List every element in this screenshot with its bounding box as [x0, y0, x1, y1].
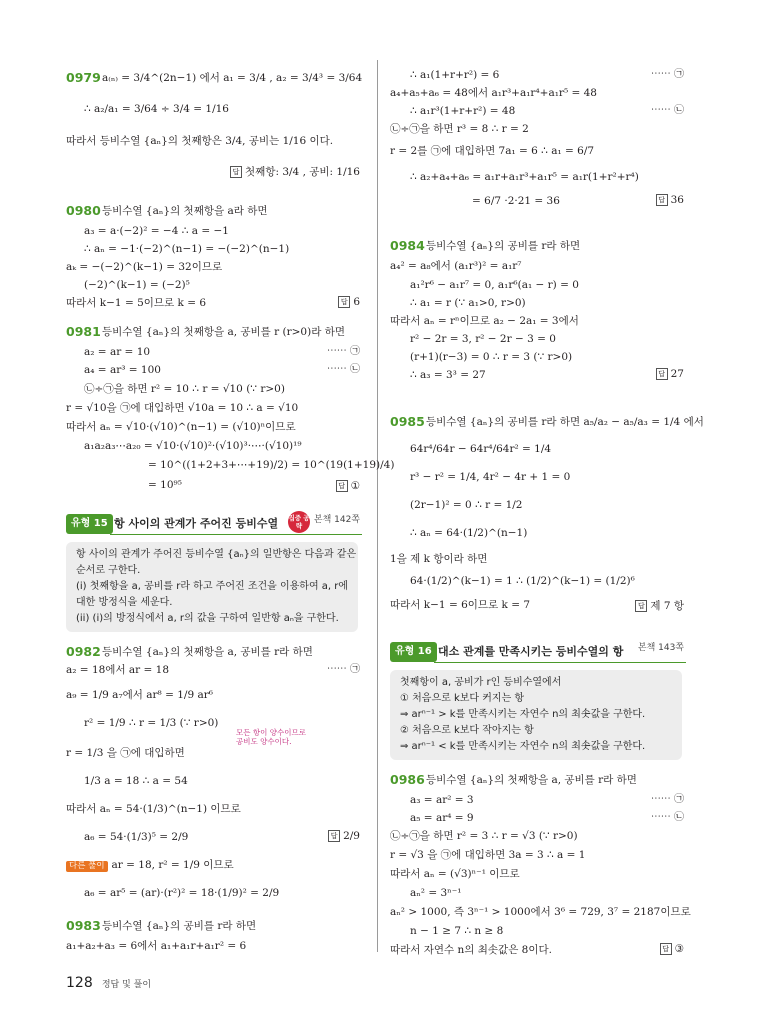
- summary-line: 대한 방정식을 세운다.: [76, 597, 173, 608]
- solution-line: ㉡÷㉠을 하면 r² = 10 ∴ r = √10 (∵ r>0): [84, 383, 285, 395]
- equation-mark: ⋯⋯ ㉡: [326, 364, 360, 375]
- solution-line: a₍ₙ₎ = 3/4^(2n−1) 에서 a₁ = 3/4 , a₂ = 3/4³ = 3/64: [102, 72, 363, 84]
- solution-line: a₄² = a₈에서 (a₁r³)² = a₁r⁷: [390, 260, 522, 272]
- summary-line: 첫째항이 a, 공비가 r인 등비수열에서: [400, 677, 562, 688]
- solution-line: a₆ = ar⁵ = (ar)·(r²)² = 18·(1/9)² = 2/9: [84, 887, 280, 899]
- solution-line: 64r⁴/64r − 64r⁴/64r² = 1/4: [410, 443, 552, 455]
- summary-line: ① 처음으로 k보다 커지는 항: [400, 693, 525, 704]
- problem-number-0985: 0985: [390, 414, 425, 429]
- solution-line: r³ − r² = 1/4, 4r² − 4r + 1 = 0: [410, 471, 571, 483]
- problem-number-0982: 0982: [66, 644, 101, 659]
- solution-line: a₁+a₂+a₃ = 6에서 a₁+a₁r+a₁r² = 6: [66, 940, 247, 952]
- answer: 답 36: [656, 194, 684, 206]
- alternative-solution: 다른 풀이 ar = 18, r² = 1/9 이므로: [66, 860, 234, 872]
- summary-line: ⇒ arⁿ⁻¹ > k를 만족시키는 자연수 n의 최솟값을 구한다.: [400, 709, 646, 720]
- page-number: 128: [66, 975, 93, 991]
- solution-line: 등비수열 {aₙ}의 첫째항을 a, 공비를 r (r>0)라 하면: [102, 326, 345, 338]
- solution-line: 따라서 aₙ = rⁿ이므로 a₂ − 2a₁ = 3에서: [390, 315, 579, 327]
- solution-line: a₃ = ar² = 3: [410, 794, 474, 806]
- problem-number-0979: 0979: [66, 70, 101, 85]
- type-15-summary-box: [66, 542, 358, 632]
- problem-number-0986: 0986: [390, 772, 425, 787]
- solution-line: ∴ a₁(1+r+r²) = 6: [410, 69, 500, 81]
- solution-line: r = 1/3 을 ㉠에 대입하면: [66, 747, 185, 759]
- type-16-header: [390, 642, 686, 662]
- type-title: 대소 관계를 만족시키는 등비수열의 항: [438, 645, 624, 658]
- solution-line: a₂ = ar = 10: [84, 346, 151, 358]
- answer: 답 첫째항: 3/4 , 공비: 1/16: [230, 166, 360, 178]
- solution-line: 등비수열 {aₙ}의 공비를 r라 하면: [102, 920, 257, 932]
- solution-line: r = √3 을 ㉠에 대입하면 3a = 3 ∴ a = 1: [390, 849, 586, 861]
- solution-line: (r+1)(r−3) = 0 ∴ r = 3 (∵ r>0): [410, 351, 573, 363]
- solution-line: (−2)^(k−1) = (−2)⁵: [84, 279, 190, 291]
- answer-box-icon: 답: [328, 830, 340, 842]
- solution-line: ∴ a₁ = r (∵ a₁>0, r>0): [410, 297, 526, 309]
- solution-line: 등비수열 {aₙ}의 첫째항을 a라 하면: [102, 205, 268, 217]
- column-divider: [377, 60, 378, 952]
- problem-number-0983: 0983: [66, 918, 101, 933]
- answer: 답 ①: [336, 480, 360, 492]
- problem-number-0980: 0980: [66, 203, 101, 218]
- problem-number-0981: 0981: [66, 324, 101, 339]
- solution-line: a₄ = ar³ = 100: [84, 364, 161, 376]
- answer: 답 ③: [660, 943, 684, 955]
- answer-box-icon: 답: [338, 296, 350, 308]
- solution-line: ∴ a₂/a₁ = 3/64 ÷ 3/4 = 1/16: [84, 103, 229, 115]
- solution-line: ㉡÷㉠을 하면 r³ = 8 ∴ r = 2: [390, 123, 529, 135]
- solution-line: r = 2를 ㉠에 대입하면 7a₁ = 6 ∴ a₁ = 6/7: [390, 145, 595, 157]
- solution-line: aₙ² = 3ⁿ⁻¹: [410, 887, 462, 899]
- solution-line: n − 1 ≥ 7 ∴ n ≥ 8: [410, 925, 504, 937]
- summary-line: (i) 첫째항을 a, 공비를 r라 하고 주어진 조건을 이용하여 a, r에: [76, 581, 349, 592]
- other-solution-badge: 다른 풀이: [66, 861, 108, 872]
- solution-line: aₙ² > 1000, 즉 3ⁿ⁻¹ > 1000에서 3⁶ = 729, 3⁷ = 2187이므로: [390, 906, 691, 918]
- reference-page: 본책 142쪽: [313, 515, 360, 525]
- solution-line: 따라서 자연수 n의 최솟값은 8이다.: [390, 944, 552, 956]
- page-footer: [66, 972, 151, 991]
- equation-mark: ⋯⋯ ㉡: [650, 105, 684, 116]
- answer: 답 27: [656, 368, 684, 380]
- solution-line: aₖ = −(−2)^(k−1) = 32이므로: [66, 261, 223, 273]
- focus-badge: 집중 공략: [288, 511, 310, 533]
- solution-line: a₁²r⁶ − a₁r⁷ = 0, a₁r⁶(a₁ − r) = 0: [410, 279, 579, 291]
- summary-line: ② 처음으로 k보다 작아지는 항: [400, 725, 534, 736]
- solution-line: a₅ = ar⁴ = 9: [410, 812, 474, 824]
- solution-line: 따라서 k−1 = 5이므로 k = 6: [66, 297, 207, 309]
- solution-line: a₆ = 54·(1/3)⁵ = 2/9: [84, 831, 189, 843]
- solution-line: r = √10을 ㉠에 대입하면 √10a = 10 ∴ a = √10: [66, 402, 299, 414]
- solution-line: 등비수열 {aₙ}의 첫째항을 a, 공비를 r라 하면: [426, 774, 637, 786]
- answer: 답 6: [338, 296, 360, 308]
- solution-line: 등비수열 {aₙ}의 공비를 r라 하면: [426, 240, 581, 252]
- solution-line: (2r−1)² = 0 ∴ r = 1/2: [410, 499, 523, 511]
- answer-box-icon: 답: [230, 166, 242, 178]
- type-badge: 유형 15: [66, 514, 113, 534]
- solution-line: a₉ = 1/9 a₇에서 ar⁸ = 1/9 ar⁶: [66, 689, 213, 701]
- solution-line: a₄+a₅+a₆ = 48에서 a₁r³+a₁r⁴+a₁r⁵ = 48: [390, 87, 597, 99]
- solution-line: ∴ a₃ = 3³ = 27: [410, 369, 486, 381]
- answer: 답 제 7 항: [635, 600, 684, 612]
- type-15-header: [66, 514, 362, 534]
- equation-mark: ⋯⋯ ㉡: [650, 812, 684, 823]
- answer-box-icon: 답: [656, 368, 668, 380]
- summary-line: 항 사이의 관계가 주어진 등비수열 {aₙ}의 일반항은 다음과 같은: [76, 549, 357, 560]
- solution-line: ∴ aₙ = 64·(1/2)^(n−1): [410, 527, 528, 539]
- solution-line: 1/3 a = 18 ∴ a = 54: [84, 775, 188, 787]
- footer-label: 정답 및 풀이: [101, 980, 152, 990]
- type-title: 항 사이의 관계가 주어진 등비수열: [114, 517, 279, 530]
- reference-page: 본책 143쪽: [637, 643, 684, 653]
- equation-mark: ⋯⋯ ㉠: [650, 69, 684, 80]
- solution-line: a₃ = a·(−2)² = −4 ∴ a = −1: [84, 225, 229, 237]
- answer-box-icon: 답: [660, 943, 672, 955]
- solution-line: 64·(1/2)^(k−1) = 1 ∴ (1/2)^(k−1) = (1/2)⁶: [410, 575, 635, 587]
- solution-line: ∴ aₙ = −1·(−2)^(n−1) = −(−2)^(n−1): [84, 243, 290, 255]
- equation-mark: ⋯⋯ ㉠: [326, 346, 360, 357]
- solution-line: = 6/7 ·2·21 = 36: [472, 195, 560, 207]
- type-16-summary-box: [390, 670, 682, 760]
- solution-line: ∴ a₁r³(1+r+r²) = 48: [410, 105, 516, 117]
- answer-box-icon: 답: [635, 600, 647, 612]
- solution-line: 등비수열 {aₙ}의 공비를 r라 하면 a₅/a₂ − a₅/a₃ = 1/4 에서: [426, 416, 704, 428]
- solution-line: = 10⁹⁵: [148, 479, 182, 491]
- solution-line: 등비수열 {aₙ}의 첫째항을 a, 공비를 r라 하면: [102, 646, 313, 658]
- solution-line: 1을 제 k 항이라 하면: [390, 553, 488, 565]
- solution-line: 따라서 등비수열 {aₙ}의 첫째항은 3/4, 공비는 1/16 이다.: [66, 135, 334, 147]
- solution-line: r² − 2r = 3, r² − 2r − 3 = 0: [410, 333, 556, 345]
- solution-line: = 10^((1+2+3+⋯+19)/2) = 10^(19(1+19)/4): [148, 459, 395, 471]
- problem-number-0984: 0984: [390, 238, 425, 253]
- annotation-note: 모든 항이 양수이므로 공비도 양수이다.: [236, 728, 306, 746]
- equation-mark: ⋯⋯ ㉠: [326, 664, 360, 675]
- type-badge: 유형 16: [390, 642, 437, 662]
- summary-line: 순서로 구한다.: [76, 565, 141, 576]
- solution-line: 따라서 aₙ = √10·(√10)^(n−1) = (√10)ⁿ이므로: [66, 421, 296, 433]
- equation-mark: ⋯⋯ ㉠: [650, 794, 684, 805]
- answer: 답 2/9: [328, 830, 360, 842]
- solution-line: 따라서 aₙ = 54·(1/3)^(n−1) 이므로: [66, 803, 241, 815]
- solution-line: ㉡÷㉠을 하면 r² = 3 ∴ r = √3 (∵ r>0): [390, 830, 578, 842]
- answer-box-icon: 답: [336, 480, 348, 492]
- solution-line: 따라서 k−1 = 6이므로 k = 7: [390, 599, 531, 611]
- solution-line: a₁a₂a₃⋯a₂₀ = √10·(√10)²·(√10)³·⋯·(√10)¹⁹: [84, 440, 302, 452]
- summary-line: (ii) (i)의 방정식에서 a, r의 값을 구하여 일반항 aₙ을 구한다.: [76, 613, 339, 624]
- solution-line: 따라서 aₙ = (√3)ⁿ⁻¹ 이므로: [390, 868, 520, 880]
- solution-line: a₂ = 18에서 ar = 18: [66, 664, 170, 676]
- solution-line: ∴ a₂+a₄+a₆ = a₁r+a₁r³+a₁r⁵ = a₁r(1+r²+r⁴): [410, 171, 639, 183]
- summary-line: ⇒ arⁿ⁻¹ < k를 만족시키는 자연수 n의 최솟값을 구한다.: [400, 741, 646, 752]
- solution-line: r² = 1/9 ∴ r = 1/3 (∵ r>0): [84, 717, 219, 729]
- answer-box-icon: 답: [656, 194, 668, 206]
